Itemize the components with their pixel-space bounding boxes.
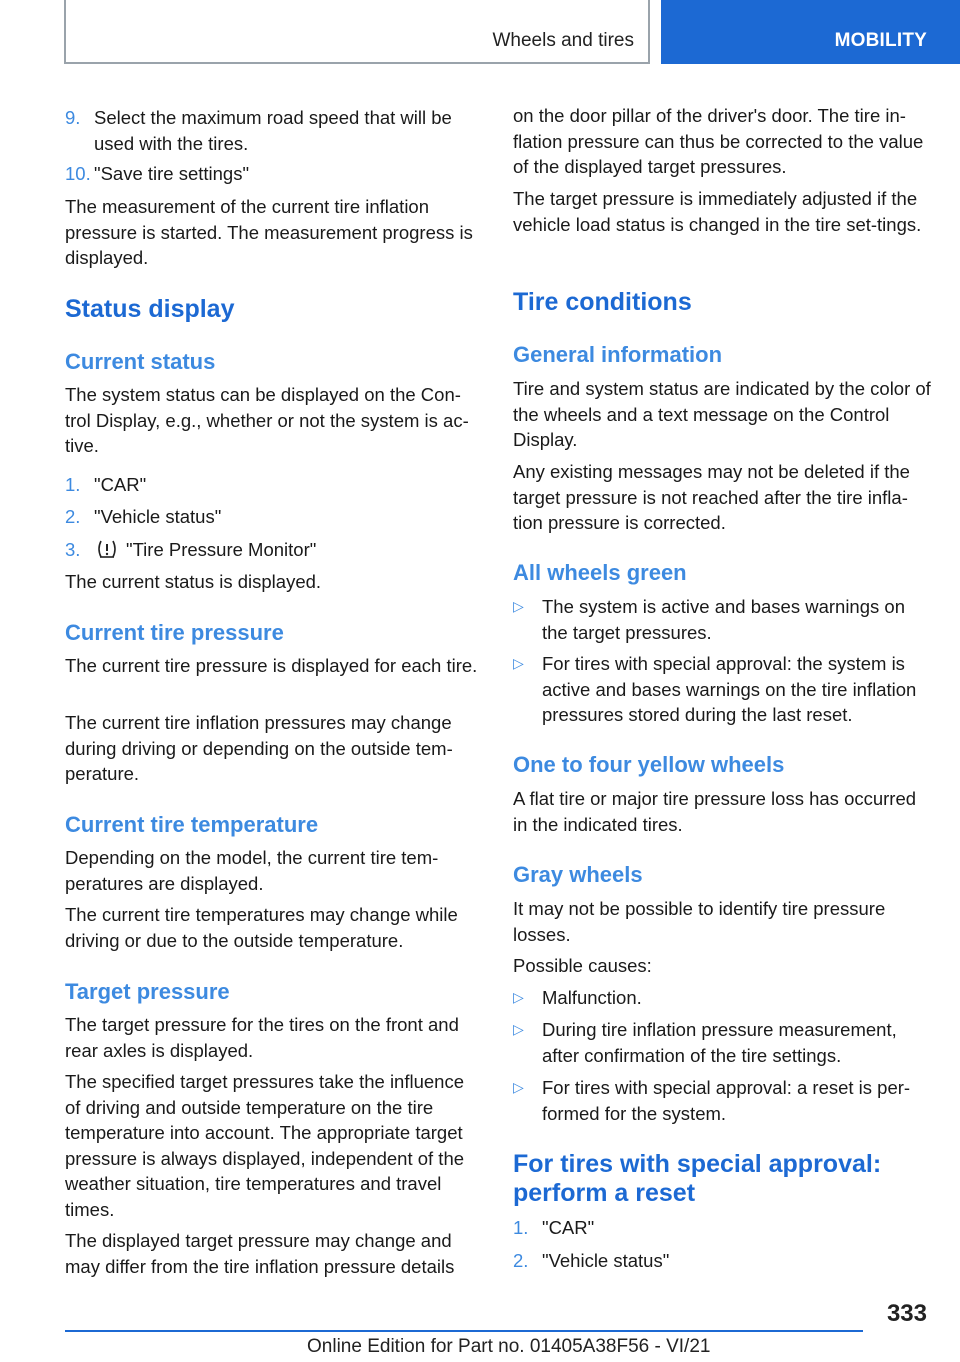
- header-section-tab: [64, 0, 650, 64]
- step-number: 3.: [65, 539, 81, 560]
- list-item-step-10: [65, 161, 479, 187]
- tire-pressure-warning-icon: [96, 539, 118, 559]
- measurement-paragraph: The measurement of the current tire inflation pressure is started. The measurement progress is displayed.: [65, 196, 473, 268]
- step-text: "Save tire settings": [94, 163, 250, 184]
- step-text: "Vehicle status": [542, 1250, 670, 1271]
- list-item-status-2: [65, 504, 479, 530]
- step-number: 2.: [513, 1250, 529, 1271]
- general-paragraph-1: Tire and system status are indicated by the color of the wheels and a text message on the Control Display.: [513, 378, 931, 450]
- step-text: "CAR": [94, 474, 147, 495]
- step-text: Select the maximum road speed that will be used with the tires.: [94, 107, 452, 154]
- bullet-triangle-icon: ▷: [513, 1079, 524, 1095]
- current-temperature-paragraph-2: The current tire temperatures may change while driving or due to the outside temperature.: [65, 904, 458, 951]
- step-text: "Tire Pressure Monitor": [126, 539, 317, 560]
- step-number: 10.: [65, 163, 91, 184]
- tire-conditions-heading: Tire conditions: [513, 288, 692, 316]
- step-text: "Vehicle status": [94, 506, 222, 527]
- gray-paragraph: It may not be possible to identify tire pressure losses.: [513, 898, 886, 945]
- status-shown-paragraph: The current status is displayed.: [65, 571, 322, 592]
- target-pressure-paragraph-2: The specified target pressures take the influence of driving and outside temperature on the tire temperature into account. The appropriate target pressure is always displayed, independent of the weather situation, tire temperatures and travel times.: [65, 1071, 465, 1220]
- step-content: [94, 537, 479, 563]
- current-pressure-heading: Current tire pressure: [65, 620, 284, 645]
- list-item-gray-1: [513, 985, 931, 1011]
- yellow-wheels-heading: One to four yellow wheels: [513, 752, 785, 777]
- step-number: 1.: [65, 474, 81, 495]
- list-item-gray-2: [513, 1017, 931, 1068]
- footer-edition: Online Edition for Part no. 01405A38F56 - VI/21: [307, 1336, 711, 1357]
- list-item-gray-3: [513, 1075, 931, 1126]
- step-number: 2.: [65, 506, 81, 527]
- status-display-heading: Status display: [65, 295, 235, 323]
- bullet-triangle-icon: ▷: [513, 989, 524, 1005]
- page-number: 333: [886, 1300, 927, 1327]
- list-item-reset-1: [513, 1215, 931, 1241]
- bullet-triangle-icon: ▷: [513, 655, 524, 671]
- target-adjust-paragraph: The target pressure is immediately adjusted if the vehicle load status is changed in the tire set‐tings.: [513, 188, 922, 235]
- bullet-text: For tires with special approval: a reset is per‐formed for the system.: [542, 1077, 911, 1124]
- current-temperature-paragraph-1: Depending on the model, the current tire tem‐peratures are displayed.: [65, 847, 439, 894]
- header-chapter-tab: [661, 0, 960, 64]
- current-temperature-heading: Current tire temperature: [65, 812, 319, 837]
- current-status-heading: Current status: [65, 349, 216, 374]
- step-number: 1.: [513, 1217, 529, 1238]
- general-information-heading: General information: [513, 342, 723, 367]
- target-pressure-heading: Target pressure: [65, 979, 230, 1004]
- bullet-text: During tire inflation pressure measurement, after confirmation of the tire settings.: [542, 1019, 897, 1066]
- footer-divider: [65, 1330, 863, 1332]
- bullet-text: For tires with special approval: the system is active and bases warnings on the tire inflation pressures stored during the last reset.: [542, 653, 917, 725]
- target-pressure-paragraph-3: The displayed target pressure may change and may differ from the tire inflation pressure details: [65, 1230, 455, 1277]
- bullet-triangle-icon: ▷: [513, 1021, 524, 1037]
- step-number: 9.: [65, 107, 81, 128]
- section-title: Wheels and tires: [492, 30, 634, 51]
- list-item-status-3: [65, 537, 479, 563]
- bullet-text: The system is active and bases warnings on the target pressures.: [542, 596, 905, 643]
- list-item-green-1: [513, 594, 931, 645]
- list-item-step-9: [65, 105, 479, 156]
- target-pressure-paragraph-1: The target pressure for the tires on the front and rear axles is displayed.: [65, 1014, 459, 1061]
- bullet-triangle-icon: ▷: [513, 598, 524, 614]
- reset-heading: For tires with special approval: perform a reset: [513, 1150, 882, 1207]
- step-text: "CAR": [542, 1217, 595, 1238]
- continued-paragraph: on the door pillar of the driver's door. The tire in‐flation pressure can thus be corrected to the value of the displayed target pressures.: [513, 105, 924, 177]
- all-wheels-green-heading: All wheels green: [513, 560, 687, 585]
- chapter-title: MOBILITY: [834, 30, 927, 51]
- list-item-status-1: [65, 472, 479, 498]
- list-item-green-2: [513, 651, 931, 728]
- list-item-reset-2: [513, 1248, 931, 1274]
- current-status-paragraph: The system status can be displayed on the Con‐trol Display, e.g., whether or not the system is ac‐tive.: [65, 384, 469, 456]
- causes-paragraph: Possible causes:: [513, 955, 652, 976]
- bullet-text: Malfunction.: [542, 987, 642, 1008]
- current-pressure-paragraph-2: The current tire inflation pressures may change during driving or depending on the outside tem‐perature.: [65, 712, 453, 784]
- yellow-paragraph: A flat tire or major tire pressure loss has occurred in the indicated tires.: [513, 788, 917, 835]
- current-pressure-paragraph-1: The current tire pressure is displayed for each tire.: [65, 655, 478, 676]
- gray-wheels-heading: Gray wheels: [513, 862, 643, 887]
- general-paragraph-2: Any existing messages may not be deleted if the target pressure is not reached after the tire infla‐tion pressure is corrected.: [513, 461, 910, 533]
